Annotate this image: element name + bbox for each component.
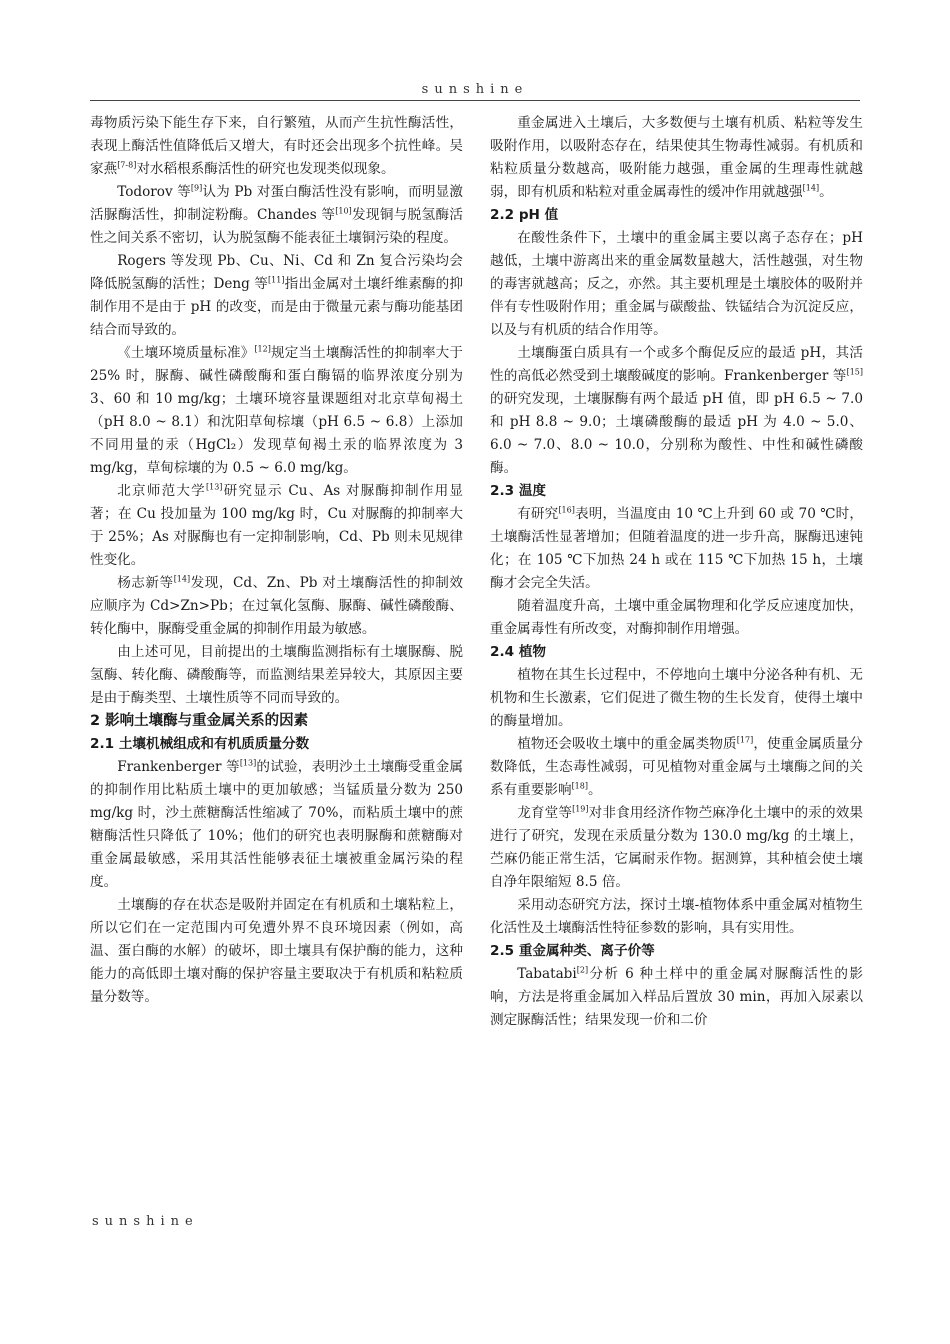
section-heading: 2 影响土壤酶与重金属关系的因素 [90,713,309,729]
paragraph: 龙育堂等[19]对非食用经济作物苎麻净化土壤中的汞的效果进行了研究，发现在汞质量分数为 130.0 mg/kg 的土壤上，苎麻仍能正常生活，它属耐汞作物。据测算，其种植会使土壤自净年限缩短 8.5 倍。 [490,804,864,890]
paragraph: Frankenberger 等[13]的试验，表明沙土土壤酶受重金属的抑制作用比粘质土壤中的更加敏感；当锰质量分数为 250 mg/kg 时，沙土蔗糖酶活性缩减了 70%，而粘质土壤中的蔗糖酶活性只降低了 10%；他们的研究也表明脲酶和蔗糖酶对重金属最敏感，采用其活性能够表征土壤被重金属污染的程度。 [90,758,464,890]
paragraph: 植物还会吸收土壤中的重金属类物质[17]，使重金属质量分数降低，生态毒性减弱，可见植物对重金属与土壤酶之间的关系有重要影响[18]。 [490,735,863,798]
citation-marker: [18] [571,781,588,791]
left-column [90,112,463,1009]
citation-marker: [13] [205,482,223,492]
paragraph: 由上述可见，目前提出的土壤酶监测指标有土壤脲酶、脱氢酶、转化酶、磷酸酶等，而监测结果差异较大，其原因主要是由于酶类型、土壤性质等不同而导致的。 [90,644,463,706]
paragraph: 在酸性条件下，土壤中的重金属主要以离子态存在；pH 越低，土壤中游离出来的重金属数量越大，活性越强，对生物的毒害就越高；反之，亦然。其主要机理是土壤胶体的吸附并伴有专性吸附作用；重金属与碳酸盐、铁锰结合为沉淀反应，以及与有机质的结合作用等。 [490,230,863,338]
citation-marker: [14] [173,574,191,584]
right-column [490,112,863,1032]
subsection-heading: 2.4 植物 [490,644,547,660]
paragraph: Tabatabi[2]分析 6 种土样中的重金属对脲酶活性的影响，方法是将重金属加入样品后置放 30 min，再加入尿素以测定脲酶活性；结果发现一价和二价 [490,965,863,1028]
citation-marker: [17] [736,735,754,745]
citation-marker: [2] [576,965,589,975]
citation-marker: [11] [268,275,285,285]
citation-marker: [12] [254,344,271,354]
paragraph: Todorov 等[9]认为 Pb 对蛋白酶活性没有影响，而明显激活脲酶活性，抑制淀粉酶。Chandes 等[10]发现铜与脱氢酶活性之间关系不密切，认为脱氢酶不能表征土壤铜污染的程度。 [90,183,463,246]
paragraph: 毒物质污染下能生存下来，自行繁殖，从而产生抗性酶活性，表现上酶活性值降低后又增大，有时还会出现多个抗性峰。吴家燕[7-8]对水稻根系酶活性的研究也发现类似现象。 [90,115,463,177]
citation-marker: [14] [802,183,820,193]
subsection-heading: 2.2 pH 值 [490,207,559,223]
citation-marker: [10] [335,206,352,216]
paragraph: 重金属进入土壤后，大多数便与土壤有机质、粘粒等发生吸附作用，以吸附态存在，结果使其生物毒性减弱。有机质和粘粒质量分数越高，吸附能力越强，重金属的生理毒性就越弱，即有机质和粘粒对重金属毒性的缓冲作用就越强[14]。 [490,115,863,200]
paragraph: 随着温度升高，土壤中重金属物理和化学反应速度加快，重金属毒性有所改变，对酶抑制作用增强。 [490,598,863,637]
paragraph: 土壤酶蛋白质具有一个或多个酶促反应的最适 pH，其活性的高低必然受到土壤酸碱度的影响。Frankenberger 等[15]的研究发现，土壤脲酶有两个最适 pH 值，即 pH 6.5 ~ 7.0 和 pH 8.8 ~ 9.0；土壤磷酸酶的最适 pH 为 4.0 ~ 5.0、6.0 ~ 7.0、8.0 ~ 10.0，分别称为酸性、中性和碱性磷酸酶。 [490,345,863,476]
paragraph: 北京师范大学[13]研究显示 Cu、As 对脲酶抑制作用显著；在 Cu 投加量为 100 mg/kg 时，Cu 对脲酶的抑制率大于 25%；As 对脲酶也有一定抑制影响，Cd、Pb 则未见规律性变化。 [90,482,463,568]
citation-marker: [7-8] [117,160,137,170]
paragraph: 土壤酶的存在状态是吸附并固定在有机质和土壤粘粒上，所以它们在一定范围内可免遭外界不良环境因素（例如，高温、蛋白酶的水解）的破坏，即土壤具有保护酶的能力，这种能力的高低即土壤对酶的保护容量主要取决于有机质和粘粒质量分数等。 [90,897,463,1005]
subsection-heading: 2.1 土壤机械组成和有机质质量分数 [90,736,310,752]
paragraph: 植物在其生长过程中，不停地向土壤中分泌各种有机、无机物和生长激素，它们促进了微生物的生长发育，使得土壤中的酶量增加。 [490,667,863,729]
citation-marker: [13] [239,758,257,768]
paragraph: 采用动态研究方法，探讨土壤-植物体系中重金属对植物生化活性及土壤酶活性特征参数的影响，具有实用性。 [490,897,863,936]
paragraph: 杨志新等[14]发现，Cd、Zn、Pb 对土壤酶活性的抑制效应顺序为 Cd>Zn>Pb；在过氧化氢酶、脲酶、碱性磷酸酶、转化酶中，脲酶受重金属的抑制作用最为敏感。 [90,574,463,637]
citation-marker: [15] [846,367,863,377]
header-rule [90,100,860,101]
paragraph: 《土壤环境质量标准》[12]规定当土壤酶活性的抑制率大于 25% 时，脲酶、碱性磷酸酶和蛋白酶镉的临界浓度分别为 3、60 和 10 mg/kg；土壤环境容量课题组对北京草甸褐土（pH 8.0 ~ 8.1）和沈阳草甸棕壤（pH 6.5 ~ 6.8）上添加不同用量的汞（HgCl₂）发现草甸褐土汞的临界浓度为 3 mg/kg，草甸棕壤的为 0.5 ~ 6.0 mg/kg。 [90,344,464,476]
citation-marker: [16] [558,505,575,515]
running-footer: sunshine [92,1214,199,1229]
paragraph: 有研究[16]表明，当温度由 10 ℃上升到 60 或 70 ℃时，土壤酶活性显著增加；但随着温度的进一步升高，脲酶迅速钝化；在 105 ℃下加热 24 h 或在 115 ℃下加热 15 h，土壤酶才会完全失活。 [490,505,864,591]
subsection-heading: 2.5 重金属种类、离子价等 [490,943,655,959]
citation-marker: [9] [190,183,203,193]
paragraph: Rogers 等发现 Pb、Cu、Ni、Cd 和 Zn 复合污染均会降低脱氢酶的活性；Deng 等[11]指出金属对土壤纤维素酶的抑制作用不是由于 pH 的改变，而是由于微量元素与酶功能基团结合而导致的。 [90,253,463,338]
citation-marker: [19] [572,804,589,814]
running-header: sunshine [421,82,529,97]
subsection-heading: 2.3 温度 [490,483,547,499]
